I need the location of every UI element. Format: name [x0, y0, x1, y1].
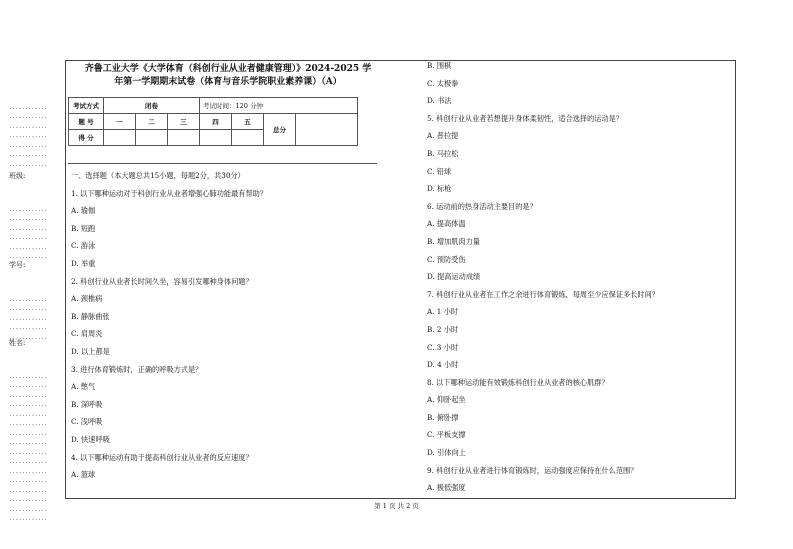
option-line: A. 颈椎病 [71, 294, 103, 304]
option-line: C. 平板支撑 [427, 430, 466, 440]
name-label: 姓名: [9, 339, 26, 347]
question-line: 3. 进行体育锻炼时，正确的呼吸方式是？ [71, 364, 203, 374]
option-line: C. 浅呼吸 [71, 417, 103, 427]
option-line: D. 举重 [71, 258, 96, 268]
score-cell-4[interactable] [200, 130, 232, 146]
option-line: D. 标枪 [427, 184, 452, 194]
total-score-cell[interactable] [296, 114, 358, 146]
option-line: C. 太极拳 [427, 78, 459, 88]
question-line: 5. 科创行业从业者若想提升身体柔韧性，适合选择的运动是？ [427, 113, 624, 123]
option-line: C. 预防受伤 [427, 254, 466, 264]
binding-dots-2: ............ ............ ............ ............ ............ ............ [9, 206, 48, 260]
option-line: B. 马拉松 [427, 148, 459, 158]
option-line: D. 引体向上 [427, 448, 466, 458]
exam-mode-label: 考试方式 [69, 98, 104, 114]
option-line: A. 篮球 [71, 470, 96, 480]
right-column [427, 57, 659, 497]
question-line: 8. 以下哪种运动能有效锻炼科创行业从业者的核心肌群？ [427, 377, 609, 387]
binding-dots-4: ............ ............ ............ ............ ............ ............ ............ ............ ............ ............ ............ ............ ............ ............ ............ ............ [9, 373, 48, 522]
page-number: 第 1 页 共 2 页 [374, 502, 419, 510]
option-line: B. 短跑 [71, 223, 96, 233]
option-line: A. 1 小时 [427, 307, 458, 317]
option-line: D. 快速呼吸 [71, 434, 110, 444]
option-line: A. 憋气 [71, 382, 96, 392]
binding-dots-3: ............ ............ ............ ............ ............ [9, 296, 48, 341]
exam-time: 考试时间：120 分钟 [200, 98, 358, 114]
option-line: A. 普拉提 [427, 131, 459, 141]
score-label: 得 分 [69, 130, 104, 146]
exam-mode-value: 闭卷 [104, 98, 200, 114]
option-line: B. 增加肌肉力量 [427, 236, 480, 246]
section-divider [68, 163, 377, 164]
option-line: B. 深呼吸 [71, 399, 103, 409]
question-line: 6. 运动前的热身活动主要目的是？ [427, 201, 537, 211]
option-line: A. 瑜伽 [71, 206, 96, 216]
question-line: 4. 以下哪种运动有助于提高科创行业从业者的反应速度？ [71, 452, 253, 462]
part-5: 五 [232, 114, 264, 130]
score-cell-3[interactable] [168, 130, 200, 146]
left-column [71, 167, 267, 484]
option-line: A. 仰卧起坐 [427, 395, 466, 405]
option-line: C. 游泳 [71, 241, 96, 251]
exam-title [72, 63, 384, 89]
title-line-2: 年第一学期期末试卷（体育与音乐学院职业素养课）（A） [114, 77, 342, 87]
question-line: 9. 科创行业从业者进行体育锻炼时，运动强度应保持在什么范围？ [427, 465, 638, 475]
question-line: 2. 科创行业从业者长时间久坐，容易引发哪种身体问题？ [71, 276, 253, 286]
part-2: 二 [136, 114, 168, 130]
part-3: 三 [168, 114, 200, 130]
score-cell-2[interactable] [136, 130, 168, 146]
option-line: C. 铅球 [427, 166, 452, 176]
binding-dots-1: ............ ............ ............ ............ ............ ............ ............ [9, 104, 48, 168]
option-line: B. 俯卧撑 [427, 412, 459, 422]
section-heading: 一、选择题（本大题总共15小题，每题2分，共30分） [71, 171, 245, 180]
option-line: A. 提高体温 [427, 219, 466, 229]
score-cell-1[interactable] [104, 130, 136, 146]
option-line: D. 书法 [427, 96, 452, 106]
score-cell-5[interactable] [232, 130, 264, 146]
score-table [68, 97, 358, 146]
total-label: 总分 [264, 114, 296, 146]
question-line: 7. 科创行业从业者在工作之余进行体育锻炼，每周至少应保证多长时间？ [427, 289, 659, 299]
option-line: B. 静脉曲张 [71, 311, 110, 321]
option-line: B. 2 小时 [427, 324, 459, 334]
part-4: 四 [200, 114, 232, 130]
option-line: C. 3 小时 [427, 342, 459, 352]
class-label: 班级: [9, 172, 26, 180]
part-1: 一 [104, 114, 136, 130]
option-line: D. 以上都是 [71, 346, 110, 356]
title-line-1: 齐鲁工业大学《大学体育（科创行业从业者健康管理）》2024-2025 学 [84, 64, 372, 74]
option-line: B. 围棋 [427, 61, 452, 70]
option-line: D. 4 小时 [427, 360, 459, 370]
option-line: D. 提高运动成绩 [427, 272, 481, 282]
option-line: C. 肩周炎 [71, 329, 103, 339]
question-no-label: 题 号 [69, 114, 104, 130]
question-line: 1. 以下哪种运动对于科创行业从业者增强心肺功能最有帮助？ [71, 188, 268, 198]
student-id-label: 学号: [9, 261, 26, 269]
option-line: A. 极低强度 [427, 483, 466, 493]
